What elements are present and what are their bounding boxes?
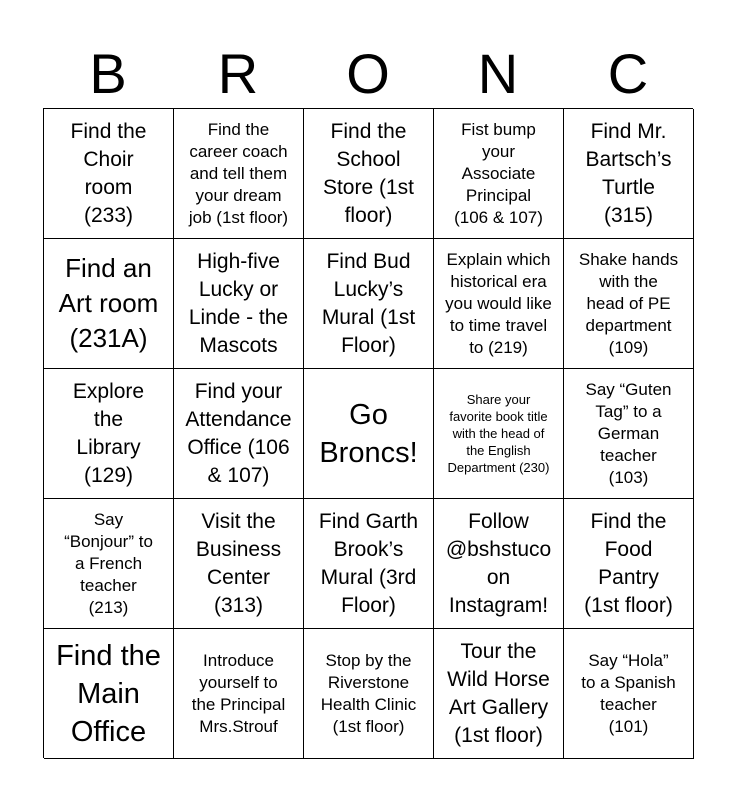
bingo-cell[interactable]	[174, 239, 304, 369]
header-letter-b: B	[89, 42, 127, 105]
header-letter-o: O	[346, 42, 390, 105]
cell-text: Introduce yourself to the Principal Mrs.Strouf	[191, 650, 286, 736]
cell-text: Go Broncs!	[319, 398, 418, 469]
cell-text: Find an Art room (231A)	[58, 253, 159, 353]
bingo-cell[interactable]	[434, 499, 564, 629]
bingo-cell[interactable]	[44, 369, 174, 499]
cell-text: Stop by the Riverstone Health Clinic (1st floor)	[320, 650, 417, 736]
cell-text: Shake hands with the head of PE department (109)	[578, 249, 679, 357]
bingo-cell[interactable]	[564, 629, 694, 759]
cell-text: Find the School Store (1st floor)	[322, 119, 415, 227]
cell-text: Find the Food Pantry (1st floor)	[584, 509, 673, 617]
bingo-cell[interactable]	[44, 239, 174, 369]
cell-text: Follow @bshstuco on Instagram!	[445, 509, 552, 617]
cell-text: Find your Attendance Office (106 & 107)	[185, 379, 292, 487]
bingo-cell[interactable]	[564, 499, 694, 629]
cell-text: Share your favorite book title with the head of the English Department (230)	[447, 392, 550, 475]
bingo-cell[interactable]	[304, 499, 434, 629]
bingo-cell[interactable]	[434, 239, 564, 369]
cell-text: Find Garth Brook’s Mural (3rd Floor)	[318, 509, 419, 617]
bingo-cell[interactable]	[434, 109, 564, 239]
cell-text: Say “Bonjour” to a French teacher (213)	[64, 509, 153, 617]
cell-text: Find Bud Lucky’s Mural (1st Floor)	[321, 249, 416, 357]
bingo-cell[interactable]	[434, 369, 564, 499]
cell-text: Find the career coach and tell them your dream job (1st floor)	[188, 119, 289, 227]
bingo-cell[interactable]	[44, 629, 174, 759]
cell-text: Find the Choir room (233)	[70, 119, 147, 227]
cell-text: Say “Guten Tag” to a German teacher (103)	[585, 379, 672, 487]
bingo-cell[interactable]	[564, 369, 694, 499]
header-letter-n: N	[477, 42, 519, 105]
header-letter-r: R	[217, 42, 259, 105]
bingo-cell[interactable]	[174, 629, 304, 759]
bingo-header	[43, 40, 693, 108]
cell-text: Explain which historical era you would like to time travel to (219)	[445, 249, 552, 357]
bingo-cell[interactable]	[174, 499, 304, 629]
header-letter-c: C	[607, 42, 649, 105]
bingo-cell[interactable]	[434, 629, 564, 759]
bingo-cell[interactable]	[564, 109, 694, 239]
cell-text: High-five Lucky or Linde - the Mascots	[188, 249, 289, 357]
bingo-cell[interactable]	[44, 109, 174, 239]
bingo-cell[interactable]	[304, 109, 434, 239]
bingo-cell[interactable]	[174, 369, 304, 499]
cell-text: Visit the Business Center (313)	[195, 509, 282, 617]
bingo-card	[43, 108, 693, 758]
bingo-cell-free-space[interactable]	[304, 369, 434, 499]
cell-text: Explore the Library (129)	[72, 379, 145, 487]
bingo-cell[interactable]	[304, 239, 434, 369]
cell-text: Find the Main Office	[56, 639, 161, 748]
bingo-cell[interactable]	[564, 239, 694, 369]
cell-text: Say “Hola” to a Spanish teacher (101)	[581, 650, 676, 736]
cell-text: Fist bump your Associate Principal (106 & 107)	[454, 119, 543, 227]
cell-text: Find Mr. Bartsch’s Turtle (315)	[585, 119, 672, 227]
bingo-cell[interactable]	[174, 109, 304, 239]
bingo-cell[interactable]	[304, 629, 434, 759]
cell-text: Tour the Wild Horse Art Gallery (1st floor)	[447, 639, 550, 747]
bingo-cell[interactable]	[44, 499, 174, 629]
